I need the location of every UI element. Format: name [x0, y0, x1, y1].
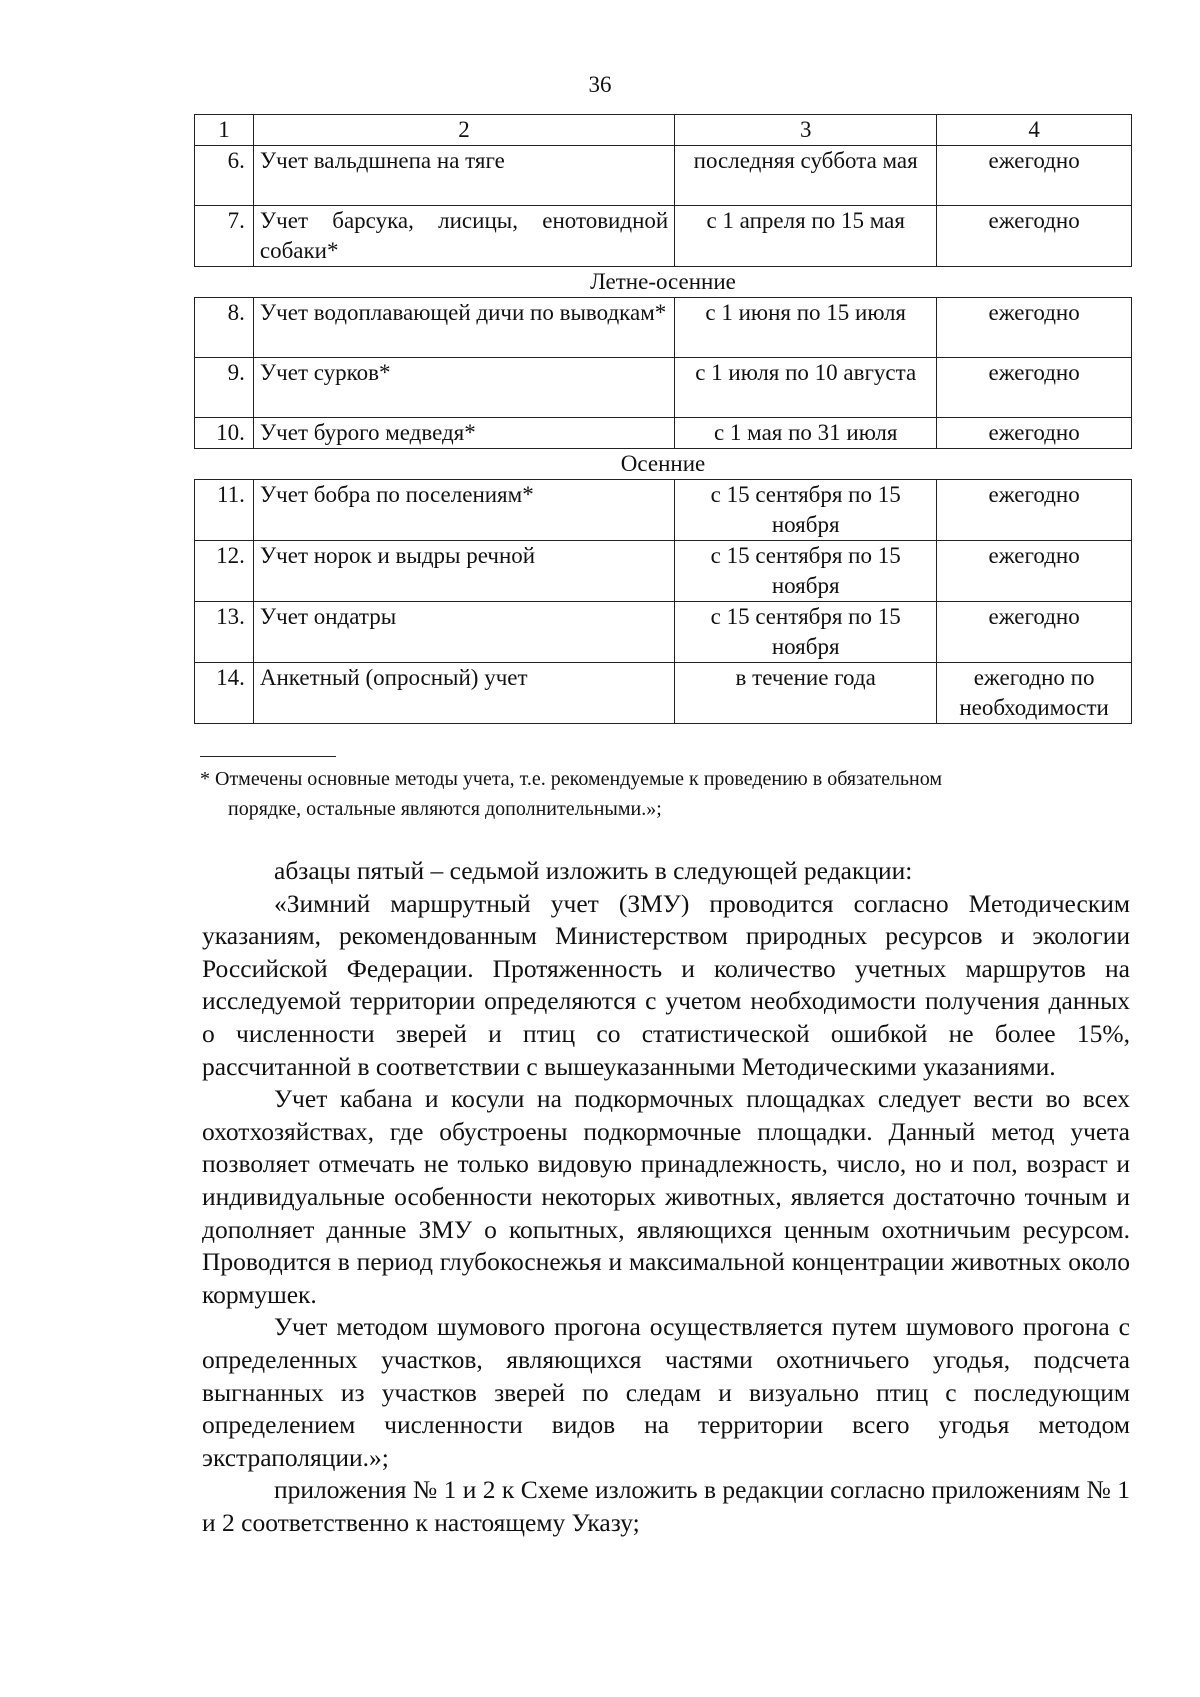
row-number: 11. [195, 480, 254, 541]
method-name: Учет барсука, лисицы, енотовидной собаки* [253, 206, 674, 267]
method-name: Учет бурого медведя* [253, 418, 674, 449]
row-number: 9. [195, 358, 254, 418]
census-frequency: ежегодно [937, 541, 1132, 602]
census-frequency: ежегодно [937, 146, 1132, 206]
footnote-line-2: порядке, остальные являются дополнительными.»; [228, 798, 662, 820]
section-title: Летне-осенние [195, 267, 1132, 298]
census-period: с 15 сентября по 15 ноября [675, 480, 937, 541]
row-number: 7. [195, 206, 254, 267]
method-name: Учет ондатры [253, 602, 674, 663]
census-period: с 1 июня по 15 июля [675, 298, 937, 358]
census-period: с 15 сентября по 15 ноября [675, 602, 937, 663]
row-number: 6. [195, 146, 254, 206]
method-name: Учет бобра по поселениям* [253, 480, 674, 541]
header-col-1: 1 [195, 115, 254, 146]
page-number: 36 [588, 72, 612, 97]
paragraph: Учет кабана и косули на подкормочных площадках следует вести во всех охотхозяйствах, где обустроены подкормочные площадки. Данный метод учета позволяет отмечать не только видовую принадлежность, число, но и пол, возраст и индивидуальные особенности некоторых животных, является достаточно точным и дополняет данные ЗМУ о копытных, являющихся ценным охотничьим ресурсом. Проводится в период глубокоснежья и максимальной концентрации животных около кормушек. [202, 1084, 1130, 1309]
table-row [195, 206, 1132, 267]
body-text [202, 855, 1130, 1539]
footnote-separator [200, 756, 336, 757]
table-header-row [195, 115, 1132, 146]
method-name: Учет норок и выдры речной [253, 541, 674, 602]
table-row [195, 541, 1132, 602]
census-frequency: ежегодно по необходимости [937, 663, 1132, 724]
method-name: Учет водоплавающей дичи по выводкам* [253, 298, 674, 358]
table-row [195, 146, 1132, 206]
header-col-2: 2 [253, 115, 674, 146]
census-period: с 15 сентября по 15 ноября [675, 541, 937, 602]
footnote [202, 764, 1132, 824]
table-row [195, 602, 1132, 663]
section-row-summer-autumn [195, 267, 1132, 298]
census-frequency: ежегодно [937, 602, 1132, 663]
method-name: Учет вальдшнепа на тяге [253, 146, 674, 206]
header-col-4: 4 [937, 115, 1132, 146]
census-period: с 1 июля по 10 августа [675, 358, 937, 418]
table-row [195, 418, 1132, 449]
census-period: с 1 мая по 31 июля [675, 418, 937, 449]
table-row [195, 663, 1132, 724]
row-number: 10. [195, 418, 254, 449]
method-name: Учет сурков* [253, 358, 674, 418]
census-frequency: ежегодно [937, 480, 1132, 541]
census-frequency: ежегодно [937, 418, 1132, 449]
table-row [195, 358, 1132, 418]
method-name: Анкетный (опросный) учет [253, 663, 674, 724]
paragraph: «Зимний маршрутный учет (ЗМУ) проводится согласно Методическим указаниям, рекомендованным Министерством природных ресурсов и экологии Российской Федерации. Протяженность и количество учетных маршрутов на исследуемой территории определяются с учетом необходимости получения данных о численности зверей и птиц со статистической ошибкой не более 15%, рассчитанной в соответствии с вышеуказанными Методическими указаниями. [202, 888, 1130, 1081]
census-frequency: ежегодно [937, 298, 1132, 358]
header-col-3: 3 [675, 115, 937, 146]
paragraph: Учет методом шумового прогона осуществляется путем шумового прогона с определенных участков, являющихся частями охотничьего угодья, подсчета выгнанных из участков зверей по следам и визуально птиц с последующим определением численности видов на территории всего угодья методом экстраполяции.»; [202, 1312, 1130, 1472]
footnote-line-1: * Отмечены основные методы учета, т.е. рекомендуемые к проведению в обязательном [200, 768, 943, 790]
census-frequency: ежегодно [937, 206, 1132, 267]
table-row [195, 480, 1132, 541]
census-period: последняя суббота мая [675, 146, 937, 206]
row-number: 13. [195, 602, 254, 663]
section-row-autumn [195, 449, 1132, 480]
census-period: с 1 апреля по 15 мая [675, 206, 937, 267]
census-period: в течение года [675, 663, 937, 724]
section-title: Осенние [195, 449, 1132, 480]
paragraph: абзацы пятый – седьмой изложить в следующей редакции: [274, 856, 913, 885]
paragraph: приложения № 1 и 2 к Схеме изложить в редакции согласно приложениям № 1 и 2 соответственно к настоящему Указу; [202, 1475, 1130, 1537]
row-number: 8. [195, 298, 254, 358]
census-frequency: ежегодно [937, 358, 1132, 418]
row-number: 12. [195, 541, 254, 602]
census-methods-table [194, 114, 1132, 724]
table-row [195, 298, 1132, 358]
row-number: 14. [195, 663, 254, 724]
